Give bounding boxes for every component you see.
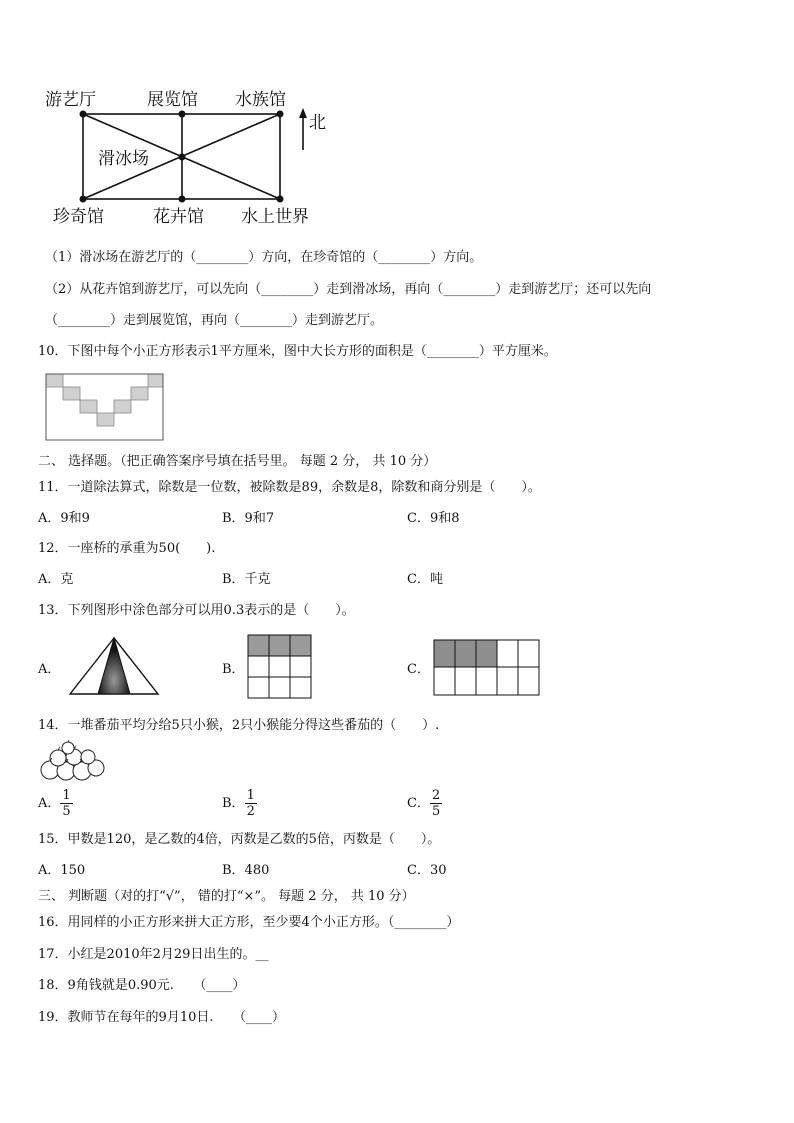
- q13-option-a[interactable]: A．: [38, 662, 61, 677]
- label-zhenqiguan: 珍奇馆: [53, 207, 104, 227]
- q19-stem: 19．教师节在每年的9月10日. （____）: [38, 1010, 285, 1025]
- q13-stem: 13．下列图形中涂色部分可以用0.3表示的是（ ）。: [38, 603, 355, 618]
- q17-stem: 17．小红是2010年2月29日出生的。__: [38, 947, 269, 962]
- q12-option-c[interactable]: C．吨: [407, 572, 443, 587]
- label-huabingchang: 滑冰场: [98, 149, 149, 169]
- q15-option-b[interactable]: B．480: [222, 863, 270, 878]
- q13-option-b[interactable]: B．: [222, 662, 245, 677]
- q16-stem: 16．用同样的小正方形来拼大正方形，至少要4个小正方形。（________）: [38, 915, 460, 930]
- q14-option-a-fraction: $\frac{1}{5}$: [62, 788, 71, 819]
- q13-grid-3x3-figure: [247, 634, 313, 702]
- label-huahuiguan: 花卉馆: [153, 207, 204, 227]
- q9-part2-line2: （________）走到展览馆，再向（________）走到游艺厅。: [45, 313, 384, 328]
- q15-option-a[interactable]: A．150: [38, 863, 86, 878]
- q15-stem: 15．甲数是120，是乙数的4倍，丙数是乙数的5倍，丙数是（ ）。: [38, 832, 441, 847]
- q11-option-b[interactable]: B．9和7: [222, 511, 275, 526]
- q13-option-c[interactable]: C．: [407, 662, 430, 677]
- section-2-heading: 二、 选择题。（把正确答案序号填在括号里。 每题 2 分， 共 10 分）: [38, 454, 437, 469]
- q9-part1: （1）滑冰场在游艺厅的（________）方向，在珍奇馆的（________）方向。: [45, 250, 483, 265]
- q13-grid-5x2-figure: [433, 639, 541, 697]
- q12-option-b[interactable]: B．千克: [222, 572, 271, 587]
- q9-part2-line1: （2）从花卉馆到游艺厅，可以先向（________）走到滑冰场，再向（________）走到游艺厅；还可以先向: [45, 282, 652, 297]
- q14-option-c-fraction: $\frac{2}{5}$: [431, 788, 441, 819]
- label-shuishangshijie: 水上世界: [241, 207, 309, 227]
- q18-stem: 18．9角钱就是0.90元. （____）: [38, 978, 246, 993]
- q14-stem: 14．一堆番茄平均分给5只小猴，2只小猴能分得这些番茄的（ ）.: [38, 718, 440, 733]
- q12-option-a[interactable]: A．克: [38, 572, 74, 587]
- q11-option-a[interactable]: A．9和9: [38, 511, 90, 526]
- north-arrow-head: [299, 108, 307, 118]
- label-youyiting: 游艺厅: [45, 90, 96, 110]
- q14-option-a[interactable]: [38, 786, 73, 822]
- tomato-pile-image: [36, 740, 106, 782]
- q14-option-c[interactable]: [407, 786, 442, 822]
- q14-option-b[interactable]: [222, 786, 257, 822]
- label-north: 北: [309, 113, 326, 133]
- q11-stem: 11．一道除法算式，除数是一位数，被除数是89，余数是8，除数和商分别是（ ）。: [38, 480, 541, 495]
- q10-stem: 10．下图中每个小正方形表示1平方厘米，图中大长方形的面积是（________）平方厘米。: [38, 344, 557, 359]
- label-shuizuguan: 水族馆: [235, 90, 286, 110]
- section-3-heading: 三、 判断题（对的打“√”， 错的打“×”。 每题 2 分， 共 10 分）: [38, 889, 415, 904]
- q11-option-c[interactable]: C．9和8: [407, 511, 460, 526]
- q15-option-c[interactable]: C．30: [407, 863, 447, 878]
- q14-option-b-fraction: $\frac{1}{2}$: [246, 788, 255, 819]
- q14-option-c-label: C．: [407, 796, 430, 811]
- q14-option-a-label: A．: [38, 796, 61, 811]
- q14-option-b-label: B．: [222, 796, 245, 811]
- q10-rectangle-figure: [44, 372, 166, 442]
- q13-triangle-figure: [66, 636, 162, 696]
- label-zhanlanguan: 展览馆: [147, 90, 198, 110]
- q12-stem: 12．一座桥的承重为50( ).: [38, 541, 216, 556]
